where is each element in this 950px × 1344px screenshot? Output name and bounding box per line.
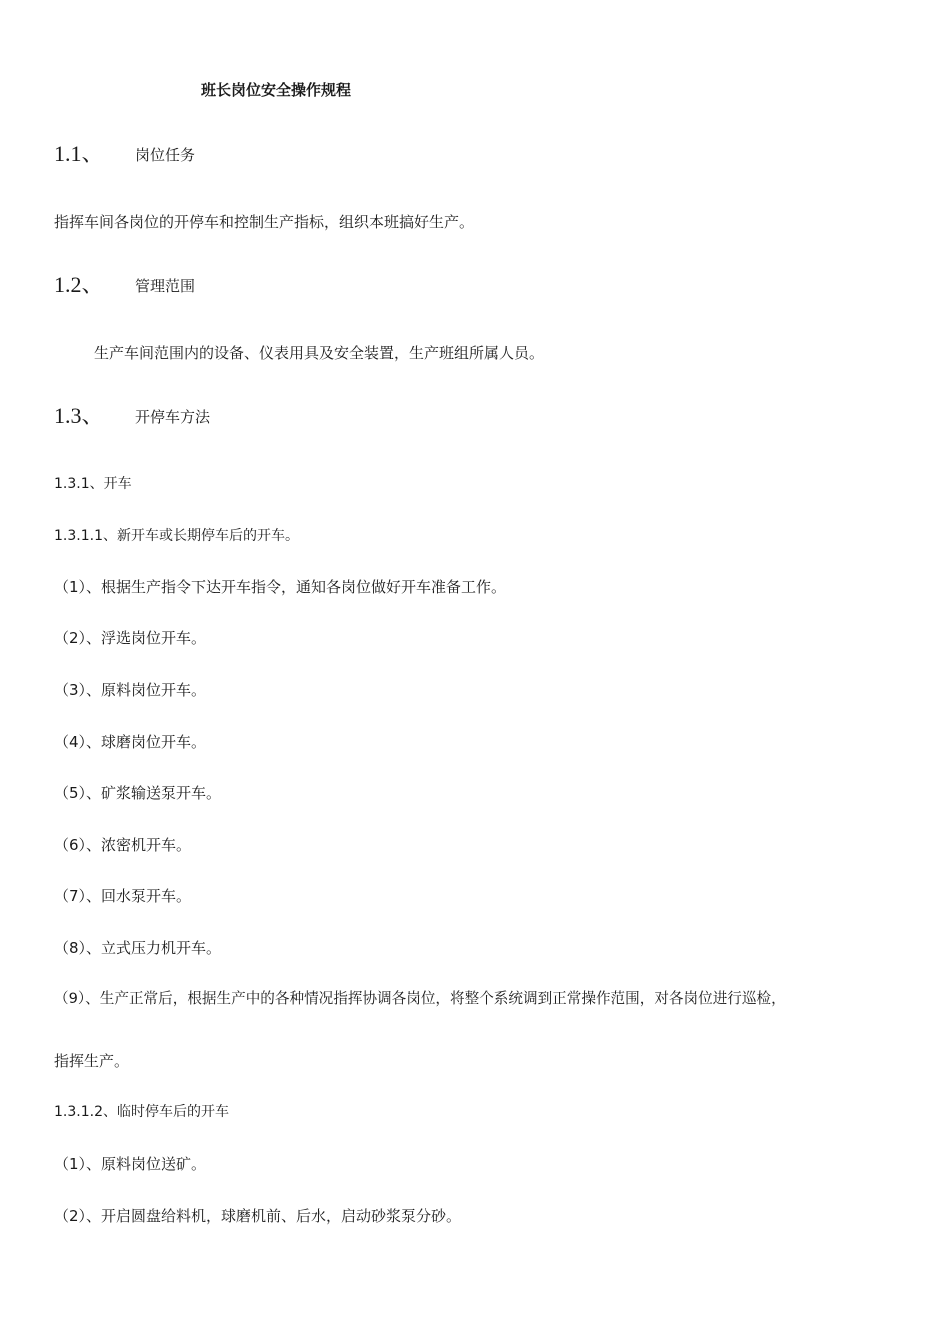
list-item: （7）、回水泵开车。: [54, 887, 192, 905]
section-number-1-1: 1.1、: [54, 141, 104, 166]
list-item: （2）、开启圆盘给料机，球磨机前、后水，启动砂浆泵分砂。: [54, 1207, 462, 1225]
section-heading-1-2: 管理范围: [135, 277, 196, 295]
subsection-1-3-1: 1.3.1、开车: [54, 476, 132, 492]
section-heading-1-1: 岗位任务: [135, 146, 196, 164]
list-item-continuation: 指挥生产。: [54, 1052, 130, 1070]
list-item: （8）、立式压力机开车。: [54, 939, 222, 957]
section-1-1-body: 指挥车间各岗位的开停车和控制生产指标，组织本班搞好生产。: [54, 213, 475, 231]
list-item: （1）、根据生产指令下达开车指令，通知各岗位做好开车准备工作。: [54, 578, 507, 596]
document-title: 班长岗位安全操作规程: [201, 81, 352, 99]
list-item: （5）、矿浆输送泵开车。: [54, 784, 222, 802]
section-number-1-3: 1.3、: [54, 403, 104, 428]
subsection-1-3-1-1: 1.3.1.1、新开车或长期停车后的开车。: [54, 528, 299, 544]
section-heading-1-3: 开停车方法: [135, 408, 211, 426]
section-number-1-2: 1.2、: [54, 272, 104, 297]
section-1-2-body: 生产车间范围内的设备、仪表用具及安全装置，生产班组所属人员。: [94, 344, 545, 362]
list-item: （2）、浮选岗位开车。: [54, 629, 207, 647]
list-item: （4）、球磨岗位开车。: [54, 733, 207, 751]
list-item: （3）、原料岗位开车。: [54, 681, 207, 699]
list-item: （6）、浓密机开车。: [54, 836, 192, 854]
list-item: （9）、生产正常后，根据生产中的各种情况指挥协调各岗位，将整个系统调到正常操作范围，对各岗位进行巡检，: [54, 990, 786, 1007]
list-item: （1）、原料岗位送矿。: [54, 1155, 207, 1173]
subsection-1-3-1-2: 1.3.1.2、临时停车后的开车: [54, 1104, 229, 1120]
